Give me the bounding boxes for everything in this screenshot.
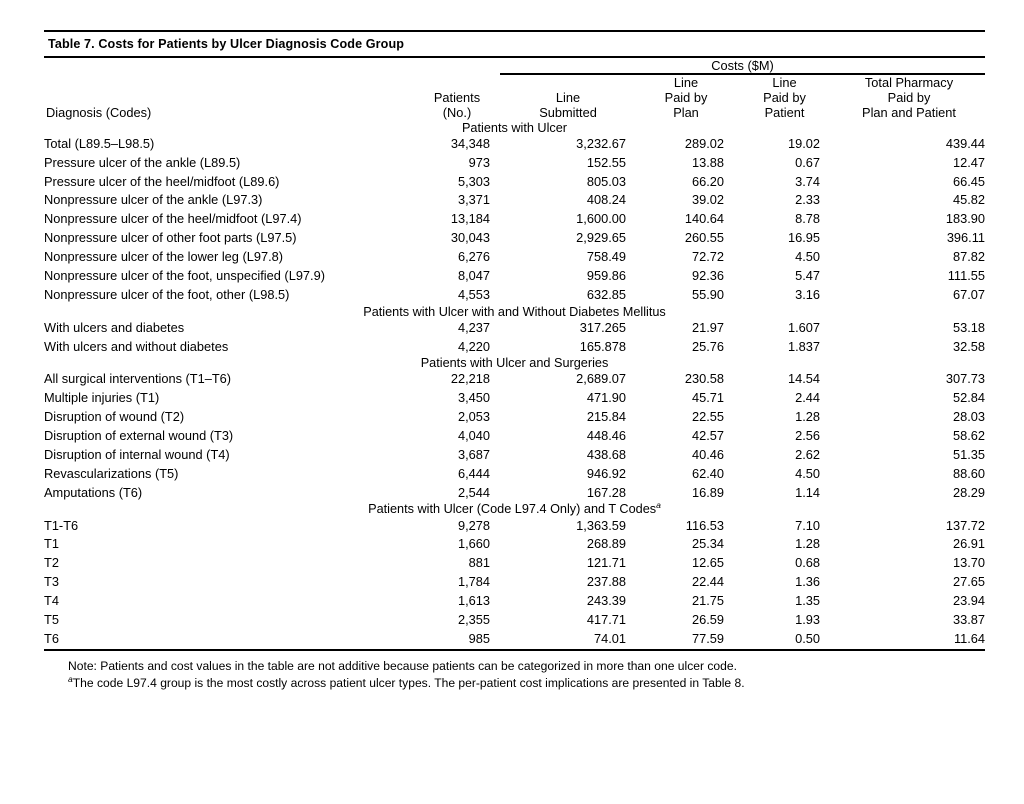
col-header-patients-line2: (No.): [442, 105, 472, 121]
cell-paid-by-plan: 55.90: [691, 286, 724, 302]
row-label: T1: [44, 536, 59, 552]
cell-patients: 5,303: [457, 173, 490, 189]
col-header-patients-line1: Patients: [433, 90, 481, 106]
table-row: [44, 611, 985, 630]
table-row: [44, 630, 985, 649]
cell-paid-by-patient: 2.33: [795, 192, 820, 208]
row-label: T3: [44, 574, 59, 590]
cell-paid-by-patient: 1.35: [795, 593, 820, 609]
footnote-a: [68, 675, 985, 692]
col-header-diagnosis: Diagnosis (Codes): [46, 105, 152, 121]
col-header-plan-line3: Plan: [673, 105, 699, 121]
table-row: [44, 592, 985, 611]
row-label: With ulcers and diabetes: [44, 319, 185, 335]
cell-paid-by-plan: 16.89: [691, 484, 724, 500]
table-row: [44, 573, 985, 592]
cell-paid-by-plan: 289.02: [684, 135, 724, 151]
cell-total-pharmacy: 439.44: [945, 135, 986, 151]
table-row: [44, 370, 985, 389]
table-row: [44, 465, 985, 484]
row-label: Nonpressure ulcer of the lower leg (L97.8): [44, 249, 283, 265]
table-row: [44, 446, 985, 465]
cell-line-submitted: 152.55: [586, 154, 626, 170]
row-label: T2: [44, 555, 59, 571]
table-row: [44, 229, 985, 248]
section-header-row: [44, 121, 985, 135]
section-header-label: [44, 356, 985, 370]
col-header-patient-line2: Paid by: [763, 90, 806, 106]
cell-paid-by-patient: 0.50: [795, 630, 820, 646]
cell-paid-by-plan: 25.76: [691, 338, 724, 354]
cell-paid-by-patient: 1.36: [795, 574, 820, 590]
cell-total-pharmacy: 33.87: [952, 611, 986, 627]
col-header-line-submitted: [500, 75, 636, 121]
cell-paid-by-patient: 2.56: [795, 428, 820, 444]
cell-paid-by-plan: 21.75: [691, 593, 724, 609]
table-row: [44, 427, 985, 446]
cell-line-submitted: 438.68: [586, 446, 626, 462]
cell-line-submitted: 165.878: [579, 338, 626, 354]
cell-paid-by-patient: 1.93: [795, 611, 820, 627]
cell-patients: 6,276: [457, 249, 490, 265]
cell-paid-by-patient: 3.16: [795, 286, 820, 302]
cell-patients: 4,040: [457, 428, 490, 444]
cell-paid-by-plan: 260.55: [684, 230, 724, 246]
cell-paid-by-patient: 1.607: [787, 319, 820, 335]
cell-patients: 8,047: [457, 267, 490, 283]
cell-paid-by-patient: 0.68: [795, 555, 820, 571]
footnote-a-text: The code L97.4 group is the most costly across patient ulcer types. The per-patient cost implications are presented in Table 8.: [72, 675, 745, 690]
section-header-text: Patients with Ulcer with and Without Diabetes Mellitus: [363, 304, 666, 319]
cell-line-submitted: 317.265: [579, 319, 626, 335]
cell-line-submitted: 1,363.59: [576, 517, 626, 533]
cell-patients: 1,613: [457, 593, 490, 609]
row-label: Nonpressure ulcer of the foot, unspecified (L97.9): [44, 267, 325, 283]
cell-line-submitted: 758.49: [586, 249, 626, 265]
group-header-spacer-2: [414, 58, 500, 73]
col-header-pharmacy-line1: Total Pharmacy: [864, 75, 954, 90]
cell-total-pharmacy: 52.84: [952, 390, 986, 406]
costs-table: [44, 58, 985, 649]
cell-line-submitted: 448.46: [586, 428, 626, 444]
cell-total-pharmacy: 28.03: [952, 409, 986, 425]
cell-patients: 4,553: [457, 286, 490, 302]
cell-total-pharmacy: 45.82: [952, 192, 986, 208]
cell-line-submitted: 3,232.67: [576, 135, 626, 151]
cell-line-submitted: 167.28: [586, 484, 626, 500]
col-header-patient-line3: Patient: [764, 105, 805, 121]
cell-total-pharmacy: 58.62: [952, 428, 986, 444]
row-label: All surgical interventions (T1–T6): [44, 371, 232, 387]
row-label: Nonpressure ulcer of the ankle (L97.3): [44, 192, 263, 208]
row-label: T1-T6: [44, 517, 79, 533]
cell-total-pharmacy: 183.90: [945, 211, 986, 227]
cell-patients: 2,355: [457, 611, 490, 627]
cell-patients: 13,184: [450, 211, 490, 227]
cell-patients: 881: [468, 555, 490, 571]
cell-paid-by-plan: 12.65: [691, 555, 724, 571]
cell-patients: 2,053: [457, 409, 490, 425]
footnote-a-marker: a: [68, 673, 73, 684]
cell-line-submitted: 268.89: [586, 536, 626, 552]
cell-total-pharmacy: 51.35: [952, 446, 986, 462]
cell-line-submitted: 805.03: [586, 173, 626, 189]
cell-line-submitted: 237.88: [586, 574, 626, 590]
cell-paid-by-patient: 2.44: [795, 390, 820, 406]
table-row: [44, 484, 985, 503]
section-header-text: Patients with Ulcer (Code L97.4 Only) and T Codes$^a$: [368, 500, 661, 517]
cell-paid-by-patient: 4.50: [795, 465, 820, 481]
cell-line-submitted: 2,689.07: [576, 371, 626, 387]
table-container: [44, 30, 985, 692]
cell-patients: 1,660: [457, 536, 490, 552]
table-row: [44, 286, 985, 305]
table-header: [44, 58, 985, 121]
row-label: Nonpressure ulcer of other foot parts (L97.5): [44, 230, 297, 246]
table-row: [44, 319, 985, 338]
cell-total-pharmacy: 26.91: [952, 536, 986, 552]
column-header-row: [44, 75, 985, 121]
col-header-submitted-line1: Line: [555, 90, 581, 106]
cell-total-pharmacy: 87.82: [952, 249, 986, 265]
table-row: [44, 172, 985, 191]
cell-paid-by-plan: 25.34: [691, 536, 724, 552]
cell-total-pharmacy: 53.18: [952, 319, 986, 335]
cell-paid-by-patient: 1.14: [795, 484, 820, 500]
col-header-plan-line2: Paid by: [664, 90, 708, 106]
cell-paid-by-plan: 140.64: [684, 211, 724, 227]
cell-line-submitted: 2,929.65: [576, 230, 626, 246]
cell-total-pharmacy: 67.07: [952, 286, 986, 302]
cell-patients: 985: [468, 630, 490, 646]
table-row: [44, 191, 985, 210]
cell-paid-by-patient: 0.67: [795, 154, 820, 170]
cell-patients: 1,784: [457, 574, 490, 590]
table-row: [44, 210, 985, 229]
cell-total-pharmacy: 137.72: [945, 517, 986, 533]
cell-patients: 3,687: [457, 446, 490, 462]
row-label: T4: [44, 593, 59, 609]
col-header-total-pharmacy: [833, 75, 985, 121]
table-footnotes: [44, 651, 985, 692]
cell-patients: 4,237: [457, 319, 490, 335]
cell-paid-by-patient: 1.28: [795, 536, 820, 552]
cell-total-pharmacy: 88.60: [952, 465, 986, 481]
section-header-row: [44, 502, 985, 516]
cell-patients: 34,348: [450, 135, 490, 151]
group-header-row: [44, 58, 985, 73]
cell-paid-by-patient: 2.62: [795, 446, 820, 462]
table-row: [44, 154, 985, 173]
cell-patients: 30,043: [450, 230, 490, 246]
cell-patients: 6,444: [457, 465, 490, 481]
section-header-row: [44, 356, 985, 370]
cell-patients: 22,218: [450, 371, 490, 387]
row-label: Nonpressure ulcer of the heel/midfoot (L97.4): [44, 211, 302, 227]
cell-paid-by-plan: 21.97: [691, 319, 724, 335]
table-row: [44, 554, 985, 573]
cell-patients: 9,278: [457, 517, 490, 533]
row-label: Pressure ulcer of the ankle (L89.5): [44, 154, 241, 170]
cell-patients: 4,220: [457, 338, 490, 354]
cell-paid-by-plan: 230.58: [684, 371, 724, 387]
cell-patients: 973: [468, 154, 490, 170]
cell-paid-by-plan: 39.02: [691, 192, 724, 208]
group-header-spacer: [44, 58, 414, 73]
row-label: Pressure ulcer of the heel/midfoot (L89.6): [44, 173, 280, 189]
cell-total-pharmacy: 307.73: [945, 371, 986, 387]
cell-line-submitted: 1,600.00: [576, 211, 626, 227]
cell-paid-by-plan: 116.53: [685, 517, 724, 533]
cell-paid-by-plan: 45.71: [691, 390, 724, 406]
cell-patients: 3,371: [457, 192, 490, 208]
section-header-label: [44, 502, 985, 516]
cell-line-submitted: 121.71: [586, 555, 626, 571]
cell-paid-by-plan: 62.40: [691, 465, 724, 481]
table-row: [44, 389, 985, 408]
table-row: [44, 135, 985, 154]
col-header-pharmacy-line2: Paid by: [887, 90, 931, 106]
cell-paid-by-patient: 14.54: [787, 371, 820, 387]
row-label: Revascularizations (T5): [44, 465, 179, 481]
table-caption: Table 7. Costs for Patients by Ulcer Diagnosis Code Group: [48, 37, 405, 51]
table-row: [44, 337, 985, 356]
cell-paid-by-plan: 77.59: [691, 630, 724, 646]
row-label: With ulcers and without diabetes: [44, 338, 229, 354]
cell-total-pharmacy: 27.65: [952, 574, 986, 590]
row-label: Disruption of internal wound (T4): [44, 446, 230, 462]
table-row: [44, 535, 985, 554]
col-header-line-paid-by-plan: [636, 75, 736, 121]
cell-total-pharmacy: 23.94: [952, 593, 986, 609]
cell-paid-by-plan: 13.88: [691, 154, 724, 170]
cell-total-pharmacy: 396.11: [946, 230, 986, 246]
section-header-label: [44, 305, 985, 319]
cell-line-submitted: 946.92: [586, 465, 626, 481]
cell-paid-by-patient: 16.95: [787, 230, 820, 246]
cell-paid-by-patient: 8.78: [795, 211, 820, 227]
cell-paid-by-patient: 7.10: [795, 517, 820, 533]
footnote-note: Note: Patients and cost values in the table are not additive because patients can be categorized in more than one ulcer code.: [68, 658, 737, 673]
cell-total-pharmacy: 32.58: [952, 338, 986, 354]
cell-line-submitted: 959.86: [586, 267, 626, 283]
row-label: Nonpressure ulcer of the foot, other (L98.5): [44, 286, 290, 302]
table-body: [44, 121, 985, 649]
cell-paid-by-patient: 4.50: [795, 249, 820, 265]
cell-paid-by-patient: 5.47: [795, 267, 820, 283]
cell-paid-by-plan: 92.36: [691, 267, 724, 283]
cell-total-pharmacy: 13.70: [952, 555, 986, 571]
cell-paid-by-plan: 22.44: [691, 574, 724, 590]
table-row: [44, 408, 985, 427]
col-header-patient-line1: Line: [772, 75, 797, 90]
row-label: T5: [44, 611, 59, 627]
section-footnote-marker: a: [656, 500, 661, 511]
col-header-pharmacy-line3: Plan and Patient: [862, 105, 956, 121]
row-label: Disruption of wound (T2): [44, 409, 185, 425]
table-row: [44, 516, 985, 535]
cell-total-pharmacy: 28.29: [952, 484, 986, 500]
row-label: T6: [44, 630, 59, 646]
table-row: [44, 248, 985, 267]
cell-paid-by-plan: 40.46: [691, 446, 724, 462]
section-header-text: Patients with Ulcer and Surgeries: [420, 356, 609, 371]
costs-group-header: Costs ($M): [711, 58, 774, 73]
table-row: [44, 267, 985, 286]
cell-paid-by-patient: 1.837: [787, 338, 820, 354]
row-label: Amputations (T6): [44, 484, 143, 500]
cell-total-pharmacy: 66.45: [952, 173, 986, 189]
cell-paid-by-plan: 22.55: [691, 409, 724, 425]
cell-patients: 3,450: [457, 390, 490, 406]
cell-line-submitted: 243.39: [586, 593, 626, 609]
cell-paid-by-plan: 66.20: [691, 173, 724, 189]
cell-line-submitted: 215.84: [586, 409, 626, 425]
cell-line-submitted: 632.85: [586, 286, 626, 302]
cell-total-pharmacy: 11.64: [953, 630, 986, 646]
col-header-submitted-line2: Submitted: [539, 105, 597, 121]
col-header-line-paid-by-patient: [736, 75, 833, 121]
cell-patients: 2,544: [457, 484, 490, 500]
cell-total-pharmacy: 111.55: [947, 267, 986, 283]
cell-line-submitted: 408.24: [586, 192, 626, 208]
cell-line-submitted: 417.71: [586, 611, 626, 627]
cell-paid-by-plan: 42.57: [691, 428, 724, 444]
section-header-text: Patients with Ulcer: [461, 120, 568, 135]
cell-total-pharmacy: 12.47: [952, 154, 986, 170]
col-header-patients: [414, 75, 500, 121]
col-header-plan-line1: Line: [673, 75, 699, 90]
cell-line-submitted: 74.01: [593, 630, 626, 646]
section-header-label: [44, 121, 985, 135]
section-header-row: [44, 305, 985, 319]
cell-paid-by-patient: 3.74: [795, 173, 820, 189]
row-label: Total (L89.5–L98.5): [44, 135, 155, 151]
row-label: Multiple injuries (T1): [44, 390, 160, 406]
cell-paid-by-plan: 26.59: [691, 611, 724, 627]
cell-paid-by-patient: 1.28: [795, 409, 820, 425]
row-label: Disruption of external wound (T3): [44, 428, 234, 444]
cell-line-submitted: 471.90: [586, 390, 626, 406]
cell-paid-by-plan: 72.72: [691, 249, 724, 265]
cell-paid-by-patient: 19.02: [787, 135, 820, 151]
